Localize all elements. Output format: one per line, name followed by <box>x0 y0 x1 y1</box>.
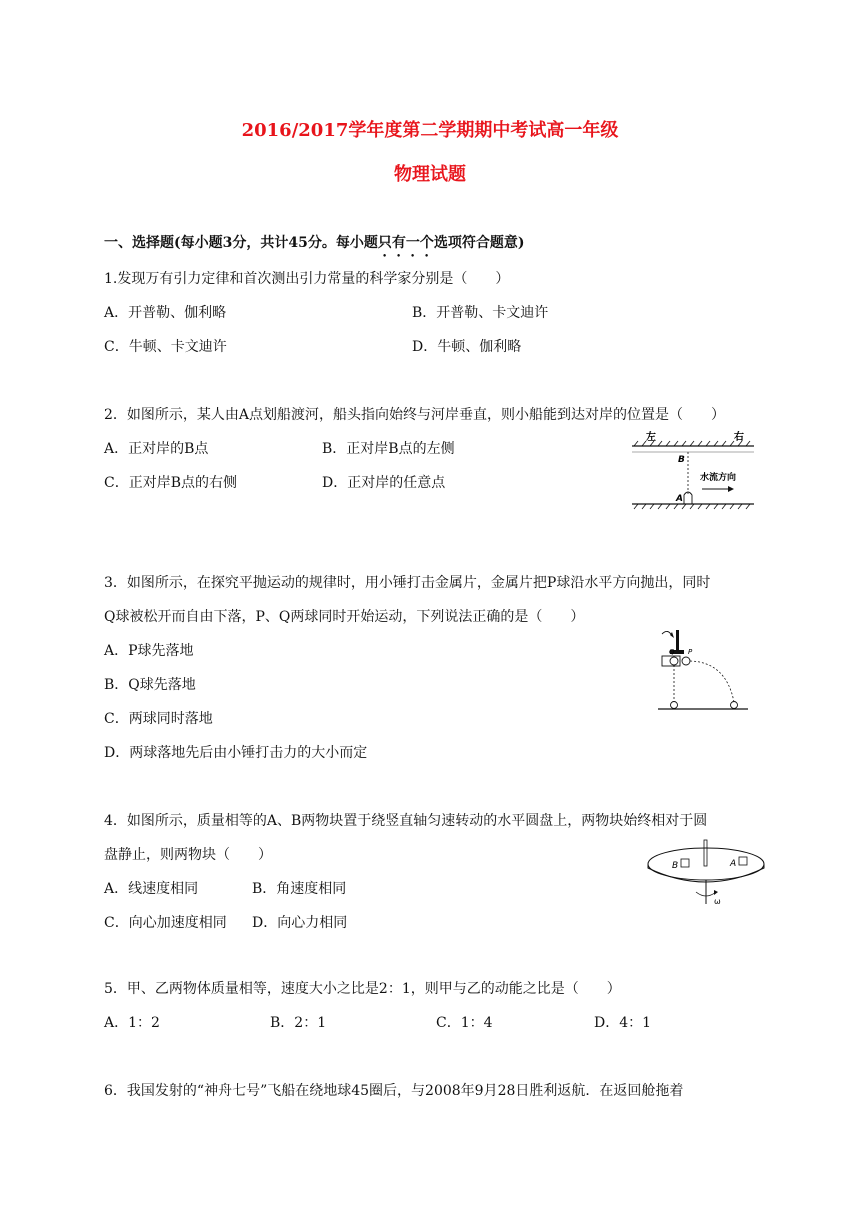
ball-q-label: Q <box>669 648 675 656</box>
option-a: A．开普勒、伽利略 <box>104 305 227 321</box>
projectile-figure <box>650 626 760 716</box>
ball-p-label: P <box>688 648 693 656</box>
question-stem-line-2: Q球被松开而自由下落，P、Q两球同时开始运动，下列说法正确的是（ ） <box>104 609 585 625</box>
flow-direction-label: 水流方向 <box>700 473 737 483</box>
option-c: C．正对岸B点的右侧 <box>104 475 237 491</box>
option-c: C．牛顿、卡文迪许 <box>104 339 227 355</box>
option-d: D．4：1 <box>594 1015 652 1031</box>
question-stem: 2．如图所示，某人由A点划船渡河，船头指向始终与河岸垂直，则小船能到达对岸的位置是（ ） <box>104 407 726 423</box>
question-stem: 5．甲、乙两物体质量相等，速度大小之比是2：1，则甲与乙的动能之比是（ ） <box>104 981 621 997</box>
exam-title: 2016/2017学年度第二学期期中考试高一年级 <box>241 120 619 141</box>
option-a: A．1：2 <box>104 1015 160 1031</box>
option-a: A．P球先落地 <box>104 643 194 659</box>
point-b: B <box>678 455 685 465</box>
option-c: C．1：4 <box>436 1015 493 1031</box>
option-b: B．角速度相同 <box>252 881 347 897</box>
label-left: 左 <box>646 432 656 443</box>
point-a: A <box>676 494 683 504</box>
option-d: D．向心力相同 <box>252 915 348 931</box>
rotating-disk-figure <box>640 834 770 906</box>
exam-subtitle: 物理试题 <box>394 164 466 185</box>
option-d: D．正对岸的任意点 <box>322 475 446 491</box>
option-c: C．两球同时落地 <box>104 711 213 727</box>
option-d: D．牛顿、伽利略 <box>412 339 522 355</box>
option-c: C．向心加速度相同 <box>104 915 227 931</box>
option-d: D．两球落地先后由小锤打击力的大小而定 <box>104 745 368 761</box>
label-right: 右 <box>734 432 744 443</box>
option-a: A．线速度相同 <box>104 881 199 897</box>
question-stem-line-2: 盘静止，则两物块（ ） <box>104 847 272 863</box>
section-heading-suffix: 选项符合题意) <box>433 235 525 251</box>
section-heading <box>104 232 524 260</box>
section-heading-emphasis: 只有一个 <box>377 235 434 251</box>
option-a: A．正对岸的B点 <box>104 441 209 457</box>
option-b: B．2：1 <box>270 1015 327 1031</box>
option-b: B．开普勒、卡文迪许 <box>412 305 549 321</box>
question-stem: 1.发现万有引力定律和首次测出引力常量的科学家分别是（ ） <box>104 271 510 287</box>
option-b: B．正对岸B点的左侧 <box>322 441 455 457</box>
question-stem: 6．我国发射的“神舟七号”飞船在绕地球45圈后，与2008年9月28日胜利返航．在返回舱拖着 <box>104 1083 684 1099</box>
omega-label: ω <box>714 897 721 906</box>
block-b-label: B <box>672 861 679 871</box>
river-crossing-figure <box>628 428 758 518</box>
question-stem-line-1: 4．如图所示，质量相等的A、B两物块置于绕竖直轴匀速转动的水平圆盘上，两物块始终相对于圆 <box>104 813 708 829</box>
section-heading-prefix: 一、选择题(每小题3分，共计45分。每小题 <box>104 235 378 251</box>
question-stem-line-1: 3．如图所示，在探究平抛运动的规律时，用小锤打击金属片，金属片把P球沿水平方向抛出，同时 <box>104 575 711 591</box>
option-b: B．Q球先落地 <box>104 677 196 693</box>
block-a-label: A <box>730 859 737 869</box>
